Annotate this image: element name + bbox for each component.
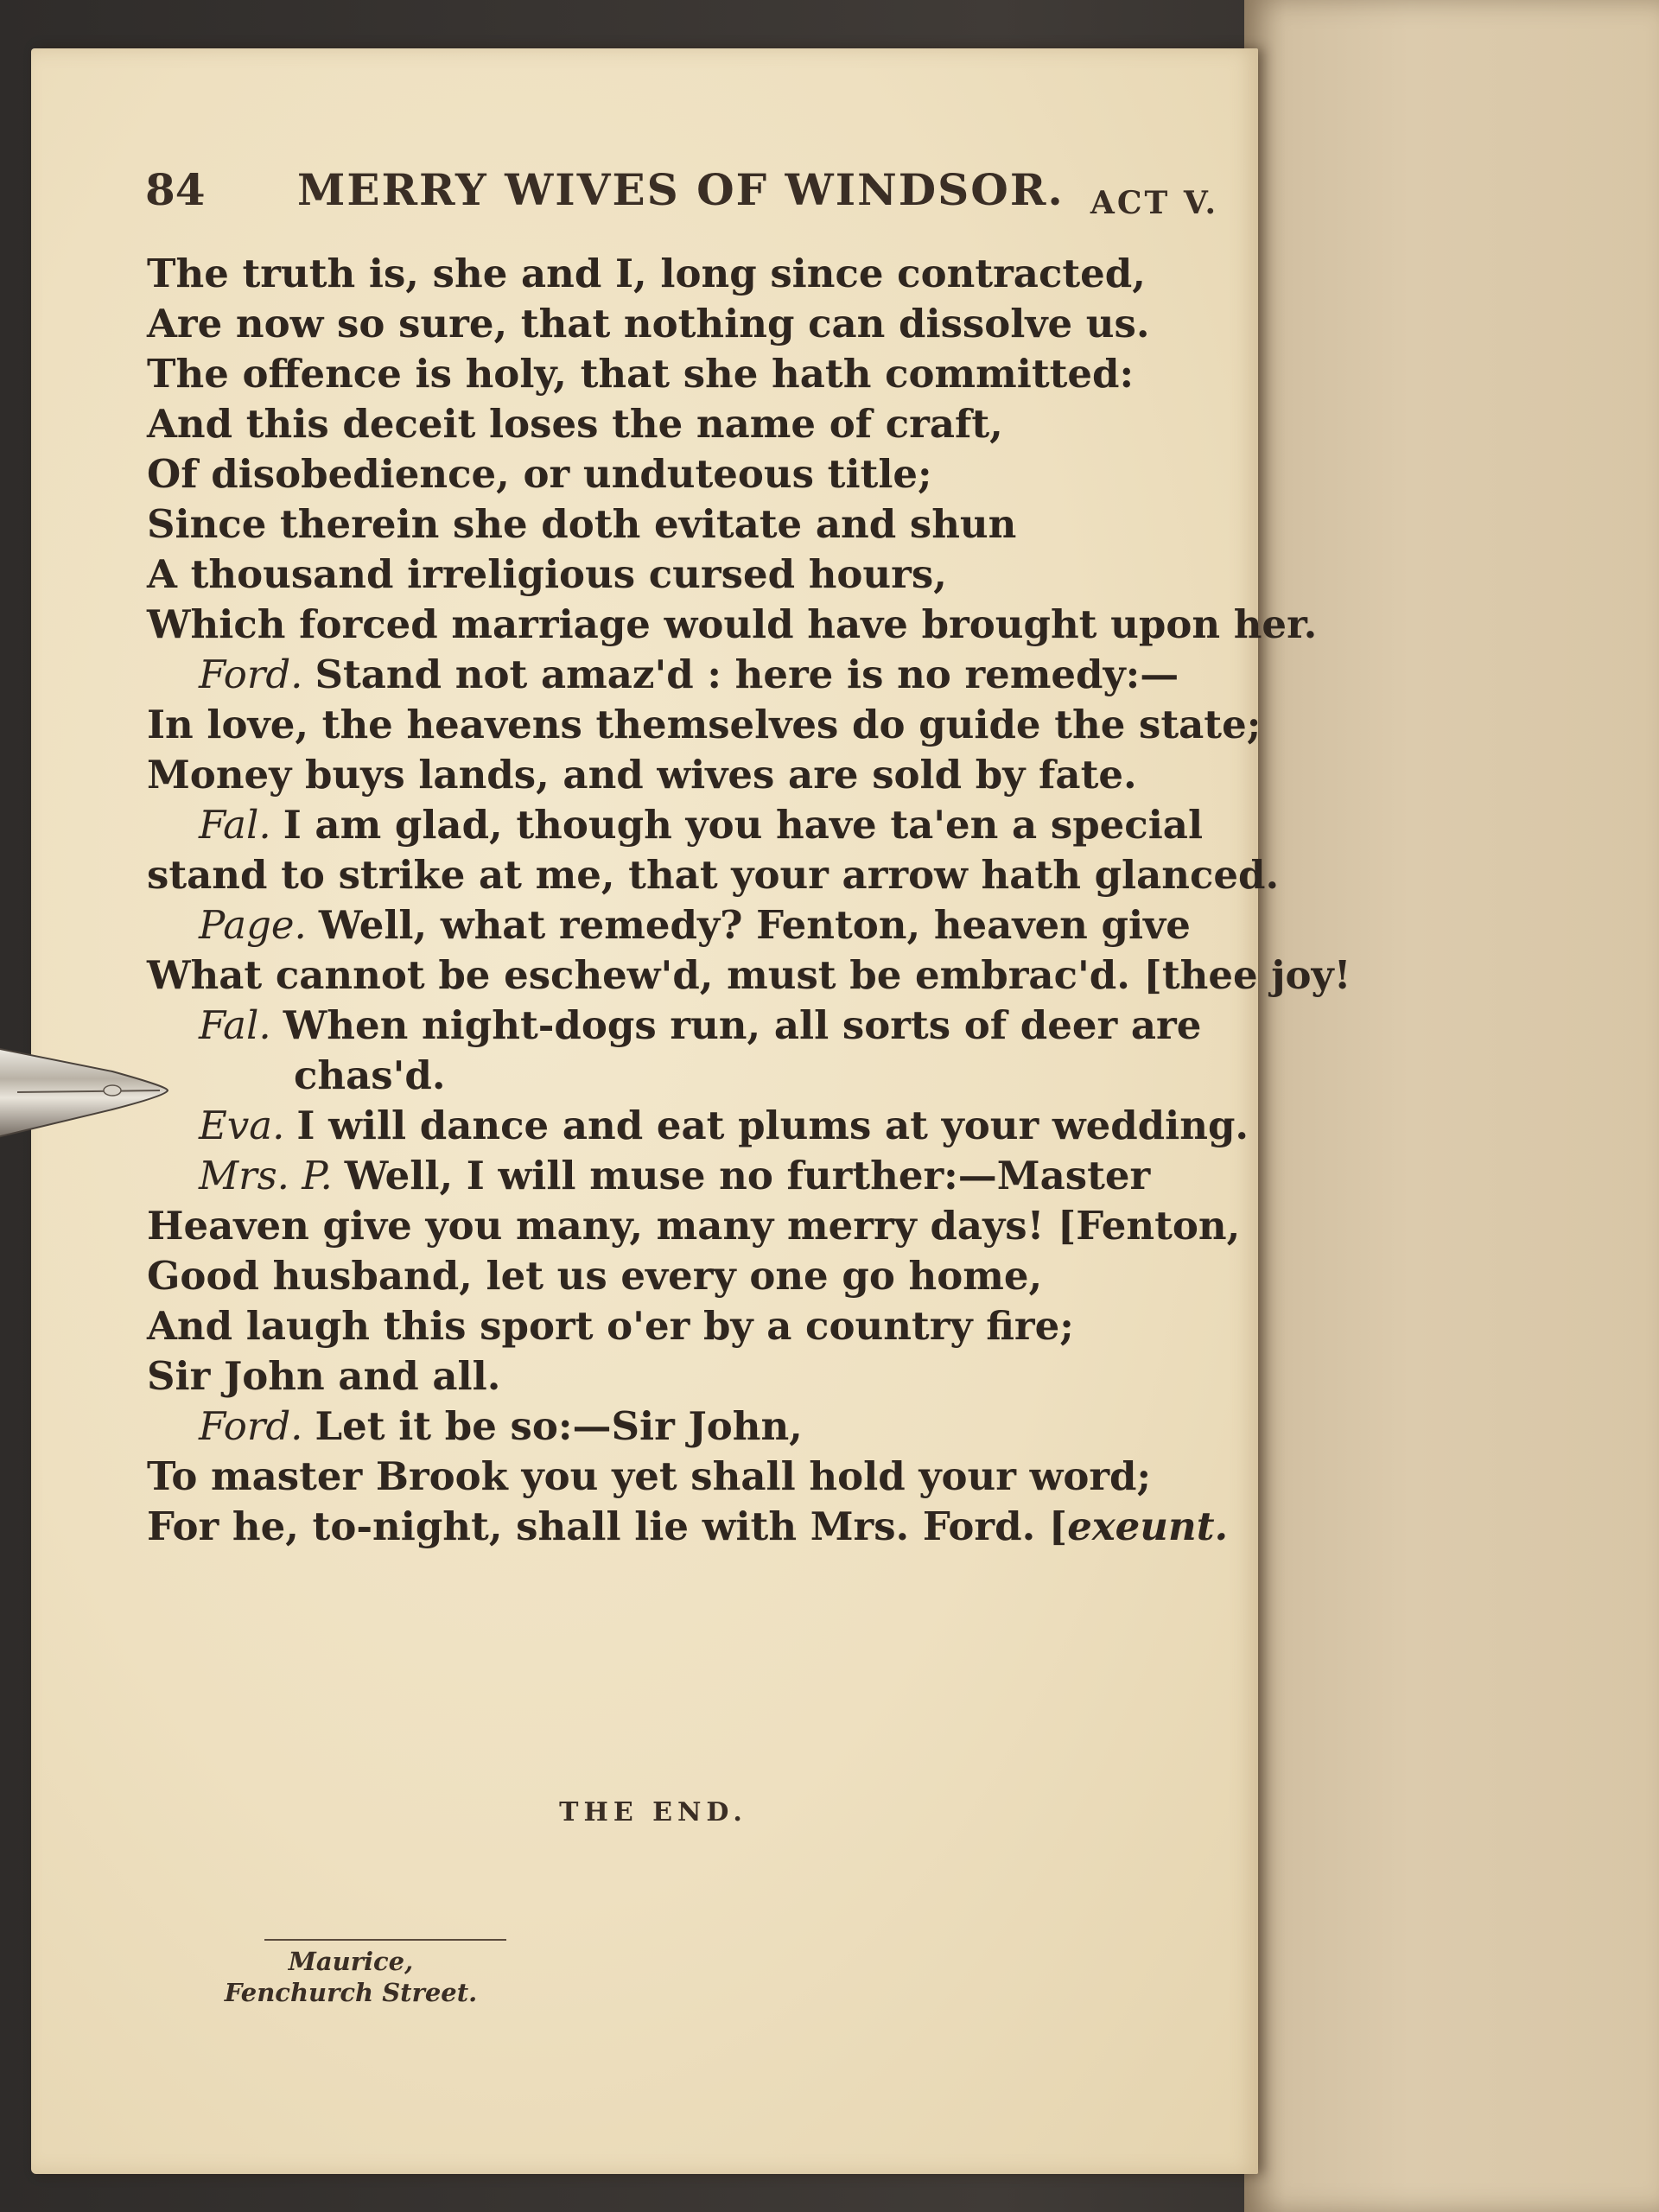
line-text: I will dance and eat plums at your wedding. [296,1103,1249,1148]
text-line [147,550,1253,600]
text-line [147,1301,1253,1351]
imprint-rule [264,1939,506,1941]
text-line [147,1502,1253,1552]
line-text: When night-dogs run, all sorts of deer are [283,1002,1202,1048]
line-text: And this deceit loses the name of craft, [147,401,1003,447]
text-line [147,950,1351,1001]
line-text: What cannot be eschew'd, must be embrac'd. [thee joy! [147,952,1351,998]
page-number: 84 [145,164,206,215]
text-line [147,349,1253,399]
text-line [147,1151,1253,1201]
facing-page [1244,0,1659,2212]
stage-direction: exeunt. [1067,1503,1229,1549]
text-line [147,650,1253,700]
line-text: For he, to-night, shall lie with Mrs. Ford. [ [147,1503,1068,1549]
text-line [147,1201,1253,1251]
line-text: To master Brook you yet shall hold your word; [147,1453,1152,1499]
imprint-line-2: Fenchurch Street. [224,1978,478,2007]
text-line [147,399,1253,449]
speaker-name: Eva. [199,1103,285,1148]
text-line [147,850,1280,900]
speaker-name: Mrs. P. [199,1153,333,1198]
text-line [147,800,1253,850]
text-line [147,499,1253,550]
text-line [147,1351,1253,1402]
the-end: THE END. [559,1797,747,1827]
text-line [147,1051,1253,1101]
line-text: Heaven give you many, many merry days! [Fenton, [147,1203,1241,1249]
text-line [147,299,1253,349]
line-text: chas'd. [294,1052,446,1098]
text-line [147,249,1253,299]
text-line [147,1001,1253,1051]
line-text: The truth is, she and I, long since contracted, [147,251,1146,296]
printed-page [31,48,1351,2174]
imprint-line-1: Maurice, [288,1947,414,1976]
line-text: A thousand irreligious cursed hours, [147,551,947,597]
text-line [147,1101,1253,1151]
line-text: Well, what remedy? Fenton, heaven give [318,902,1191,948]
text-line [147,750,1253,800]
speaker-name: Fal. [199,802,271,848]
text-line [147,700,1262,750]
line-text: Which forced marriage would have brought upon her. [147,601,1318,647]
text-line [147,900,1253,950]
line-text: Since therein she doth evitate and shun [147,501,1017,547]
line-text: stand to strike at me, that your arrow hath glanced. [147,852,1280,898]
line-text: Good husband, let us every one go home, [147,1253,1043,1299]
line-text: In love, the heavens themselves do guide the state; [147,702,1262,747]
speaker-name: Fal. [199,1002,271,1048]
line-text: Of disobedience, or unduteous title; [147,451,932,497]
speaker-name: Ford. [199,652,303,697]
line-text: Well, I will muse no further:—Master [344,1153,1151,1198]
act-label: ACT V. [1090,185,1218,221]
text-line [147,1452,1253,1502]
line-text: Let it be so:—Sir John, [315,1403,803,1449]
line-text: Money buys lands, and wives are sold by fate. [147,752,1137,798]
line-text: Stand not amaz'd : here is no remedy:— [315,652,1179,697]
line-text: I am glad, though you have ta'en a special [283,802,1204,848]
line-text: Sir John and all. [147,1353,501,1399]
speaker-name: Page. [199,902,307,948]
running-title: MERRY WIVES OF WINDSOR. [297,164,1065,215]
speaker-name: Ford. [199,1403,303,1449]
play-text [147,249,1351,1552]
text-line [147,449,1253,499]
text-line [147,1251,1253,1301]
printer-imprint [161,1946,541,2008]
text-line [147,1402,1253,1452]
text-line [147,600,1318,650]
line-text: The offence is holy, that she hath committed: [147,351,1135,397]
line-text: And laugh this sport o'er by a country fire; [147,1303,1074,1349]
line-text: Are now so sure, that nothing can dissolve us. [147,301,1150,346]
pen-nib-icon [0,1020,190,1158]
page-header [145,159,1234,237]
